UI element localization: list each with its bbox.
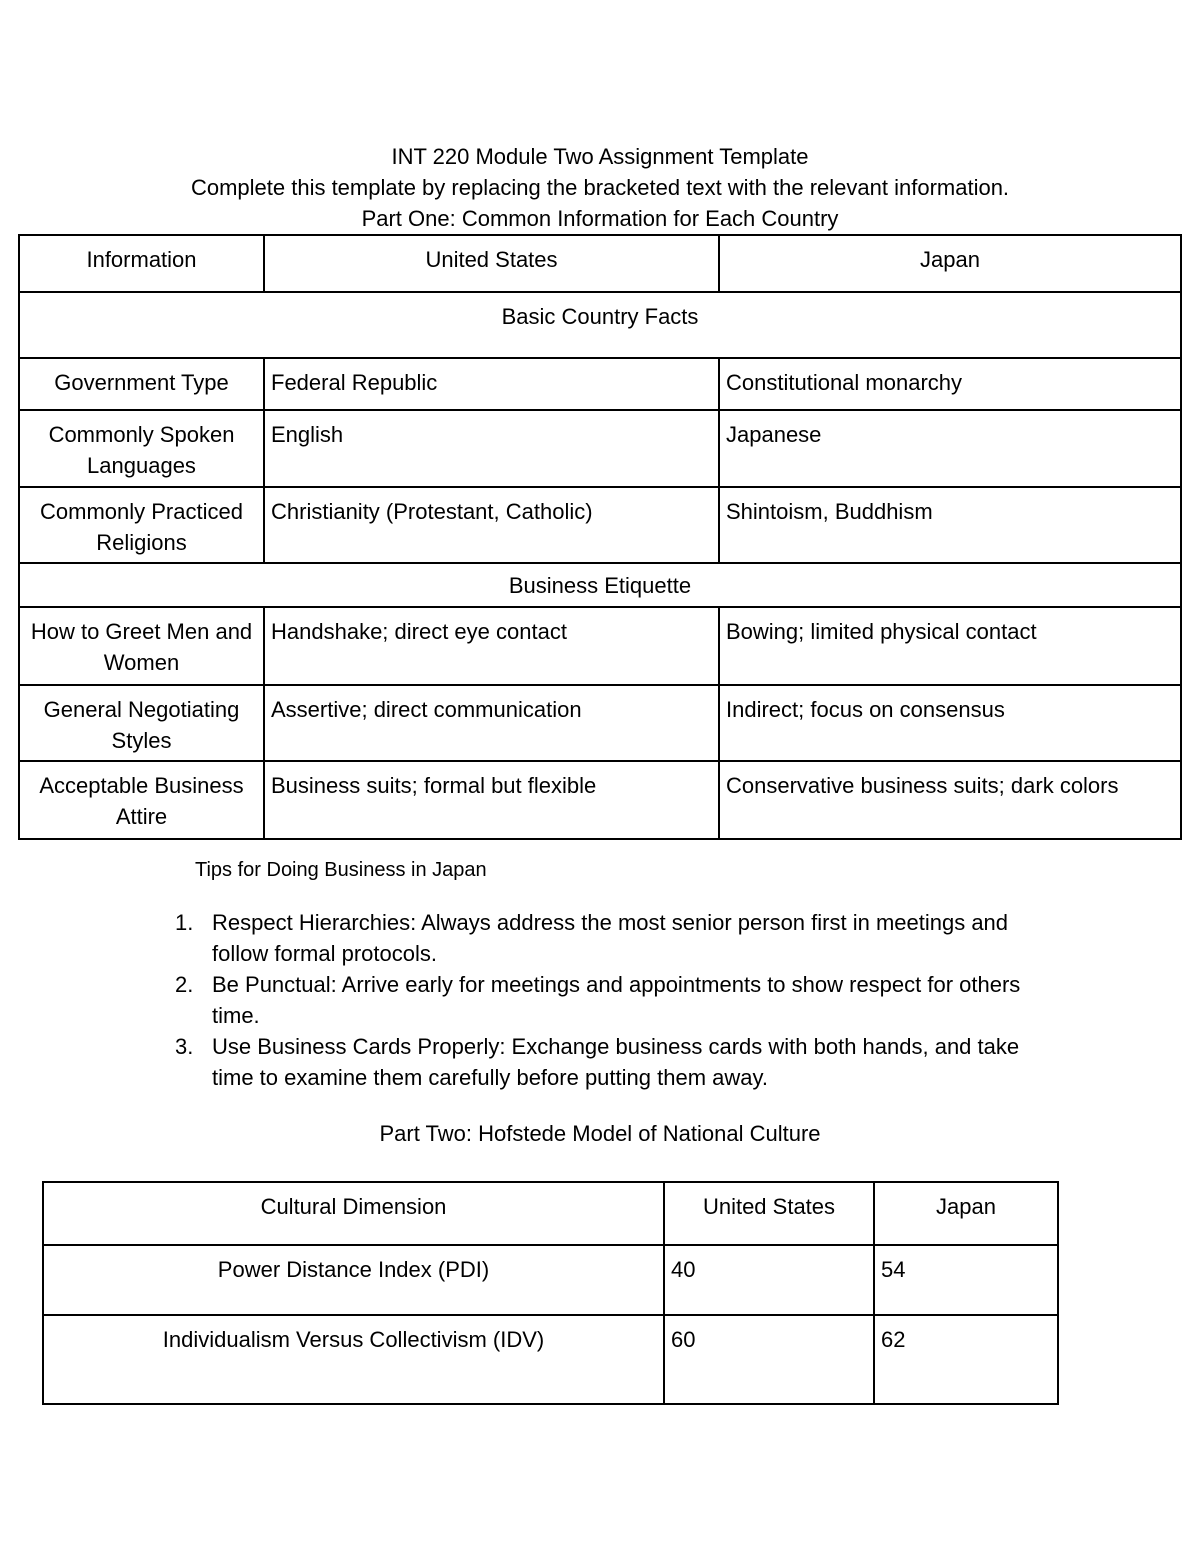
us-value: Handshake; direct eye contact [264,607,719,685]
table-row [19,410,1181,487]
header-cultural-dimension: Cultural Dimension [43,1182,664,1245]
us-value: Business suits; formal but flexible [264,761,719,839]
us-value: Assertive; direct communication [264,685,719,761]
section-basic-country-facts: Basic Country Facts [19,292,1181,358]
japan-value: Japanese [719,410,1181,487]
table-row [19,487,1181,563]
header-information: Information [19,235,264,292]
dimension-label: Power Distance Index (PDI) [43,1245,664,1315]
header-japan: Japan [719,235,1181,292]
list-number: 2. [175,972,194,997]
list-number: 3. [175,1034,194,1059]
table-row [19,358,1181,410]
template-instructions: Complete this template by replacing the bracketed text with the relevant information. [190,175,1010,200]
header-united-states: United States [264,235,719,292]
tip-text: Be Punctual: Arrive early for meetings and appointments to show respect for others time. [212,972,1021,1028]
part-one-title: Part One: Common Information for Each Country [361,206,839,231]
list-item [175,907,1055,969]
row-label: General Negotiating Styles [19,685,264,761]
part-two-title: Part Two: Hofstede Model of National Culture [379,1121,821,1146]
row-label: How to Greet Men and Women [19,607,264,685]
us-value: English [264,410,719,487]
table-row [43,1245,1058,1315]
list-item [175,1031,1055,1093]
hofstede-table [42,1181,1059,1405]
table-row [19,761,1181,839]
header-united-states: United States [664,1182,874,1245]
table-row [19,607,1181,685]
us-score: 60 [664,1315,874,1404]
document-title: INT 220 Module Two Assignment Template [391,144,809,169]
japan-score: 54 [874,1245,1058,1315]
us-value: Christianity (Protestant, Catholic) [264,487,719,563]
row-label: Acceptable Business Attire [19,761,264,839]
row-label: Commonly Spoken Languages [19,410,264,487]
row-label: Government Type [19,358,264,410]
japan-value: Indirect; focus on consensus [719,685,1181,761]
table-row [43,1315,1058,1404]
table-header-row [19,235,1181,292]
country-info-table [18,234,1182,840]
japan-value: Conservative business suits; dark colors [719,761,1181,839]
japan-value: Shintoism, Buddhism [719,487,1181,563]
tips-list [175,907,1055,1093]
us-value: Federal Republic [264,358,719,410]
section-business-etiquette: Business Etiquette [19,563,1181,607]
section-row-business-etiquette [19,563,1181,607]
section-row-basic-facts [19,292,1181,358]
header-japan: Japan [874,1182,1058,1245]
us-score: 40 [664,1245,874,1315]
tip-text: Respect Hierarchies: Always address the most senior person first in meetings and follow formal protocols. [212,910,1009,966]
japan-value: Bowing; limited physical contact [719,607,1181,685]
dimension-label: Individualism Versus Collectivism (IDV) [43,1315,664,1404]
japan-score: 62 [874,1315,1058,1404]
list-number: 1. [175,910,194,935]
japan-value: Constitutional monarchy [719,358,1181,410]
row-label: Commonly Practiced Religions [19,487,264,563]
table-header-row [43,1182,1058,1245]
table-row [19,685,1181,761]
tip-text: Use Business Cards Properly: Exchange business cards with both hands, and take time to examine them carefully before putting them away. [212,1034,1020,1090]
tips-heading: Tips for Doing Business in Japan [195,859,487,881]
list-item [175,969,1055,1031]
